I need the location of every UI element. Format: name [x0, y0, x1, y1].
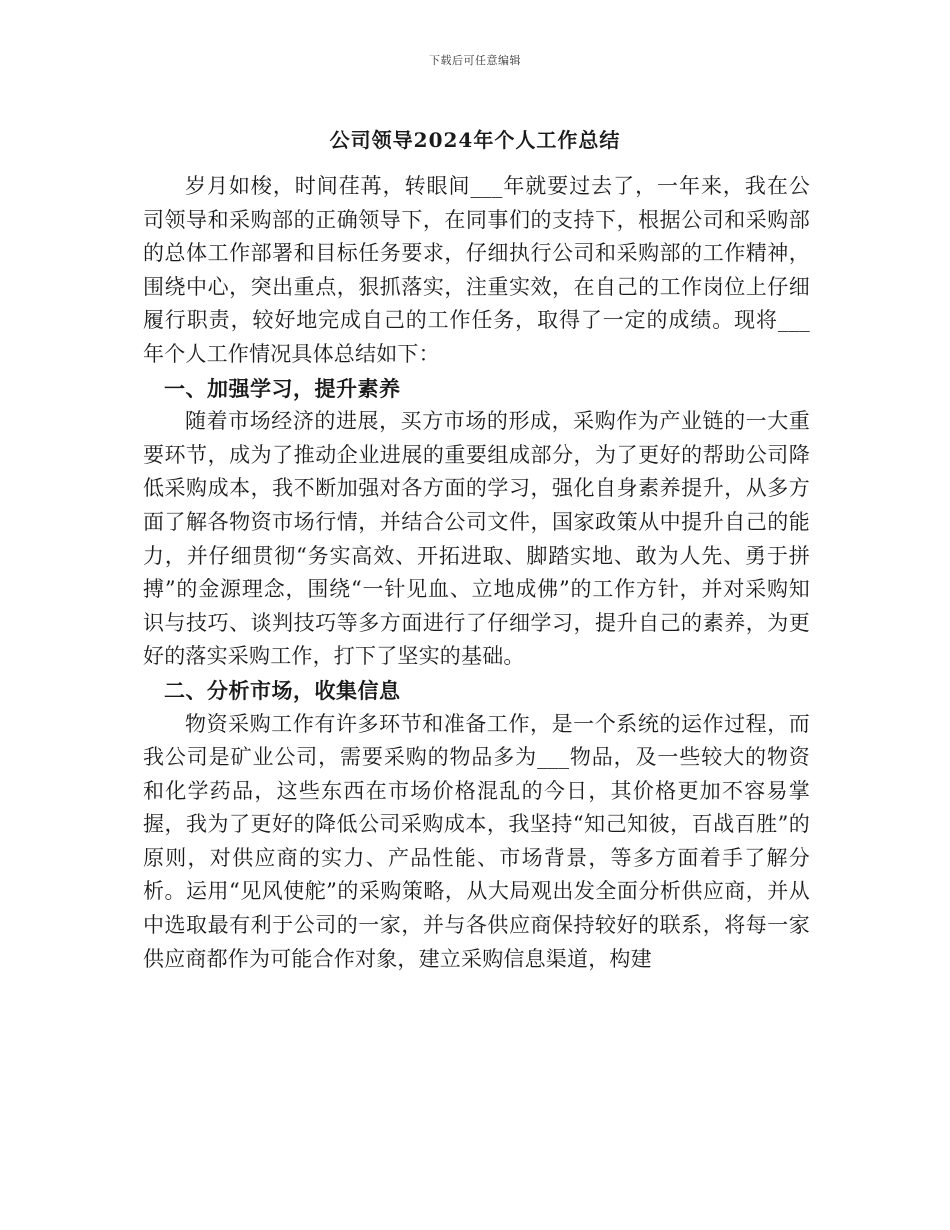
section-1-paragraph: 随着市场经济的进展，买方市场的形成，采购作为产业链的一大重要环节，成为了推动企业进展的重要组成部分，为了更好的帮助公司降低采购成本，我不断加强对各方面的学习，强化自身素养提升，从多方面了解各物资市场行情，并结合公司文件，国家政策从中提升自己的能力，并仔细贯彻“务实高效、开拓进取、脚踏实地、敢为人先、勇于拼搏”的金源理念，围绕“一针见血、立地成佛”的工作方针，并对采购知识与技巧、谈判技巧等多方面进行了仔细学习，提升自己的素养，为更好的落实采购工作，打下了坚实的基础。	[143, 409, 810, 669]
header-note: 下载后可任意编辑	[429, 54, 521, 67]
document-title: 公司领导2024年个人工作总结	[329, 128, 621, 152]
section-heading-2: 二、分析市场，收集信息	[164, 677, 401, 703]
section-heading-1: 一、加强学习，提升素养	[164, 375, 401, 401]
section-2-paragraph: 物资采购工作有许多环节和准备工作，是一个系统的运作过程，而我公司是矿业公司，需要采购的物品多为___物品，及一些较大的物资和化学药品，这些东西在市场价格混乱的今日，其价格更加不容易掌握，我为了更好的降低公司采购成本，我坚持“知己知彼，百战百胜”的原则，对供应商的实力、产品性能、市场背景，等多方面着手了解分析。运用“见风使舵”的采购策略，从大局观出发全面分析供应商，并从中选取最有利于公司的一家，并与各供应商保持较好的联系，将每一家供应商都作为可能合作对象，建立采购信息渠道，构建	[143, 711, 810, 971]
document-body	[143, 170, 810, 976]
intro-paragraph: 岁月如梭，时间荏苒，转眼间___年就要过去了，一年来，我在公司领导和采购部的正确领导下，在同事们的支持下，根据公司和采购部的总体工作部署和目标任务要求，仔细执行公司和采购部的工作精神，围绕中心，突出重点，狠抓落实，注重实效，在自己的工作岗位上仔细履行职责，较好地完成自己的工作任务，取得了一定的成绩。现将___年个人工作情况具体总结如下：	[143, 174, 810, 366]
